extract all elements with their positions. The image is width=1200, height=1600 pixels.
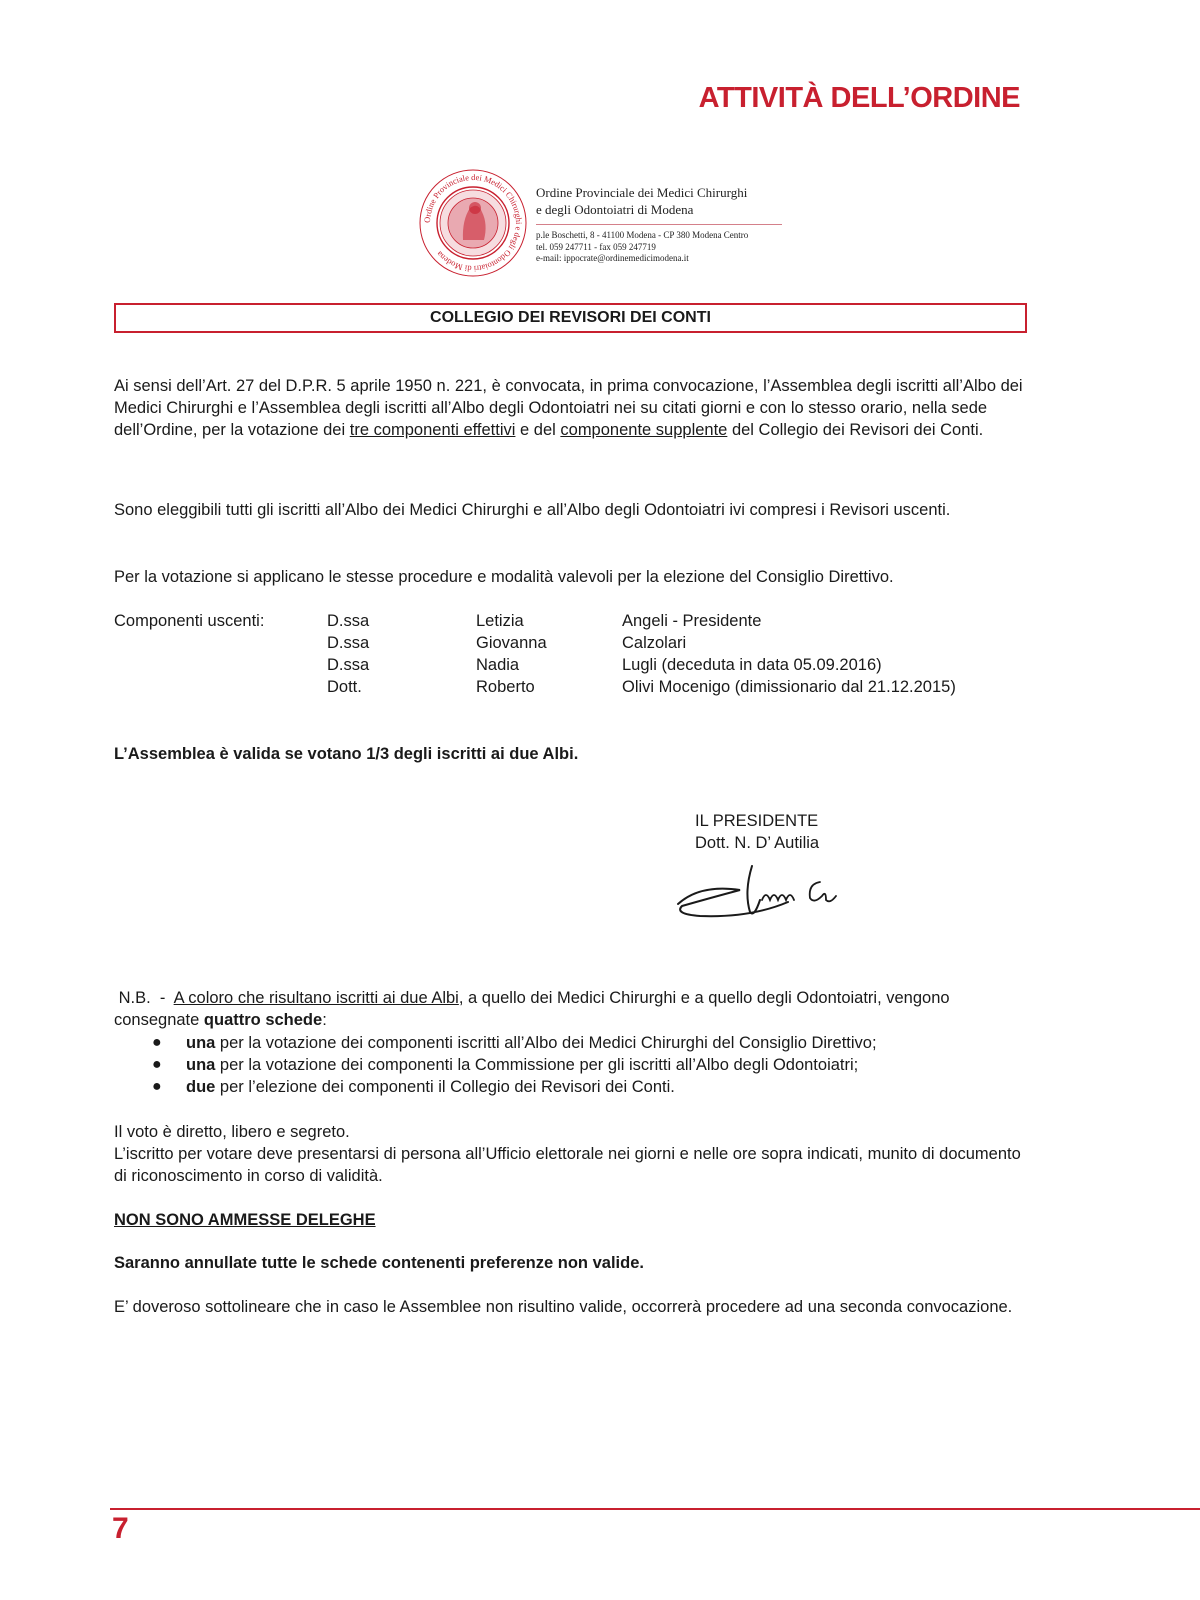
ballot-count: una [186,1034,216,1052]
member-first-name: Letizia [476,612,524,630]
president-block [695,810,819,854]
nb-prefix: N.B. - [114,989,174,1007]
footer-divider [110,1508,1200,1510]
member-title: D.ssa [327,612,370,630]
quorum-statement: L’Assemblea è valida se votano 1/3 degli iscritti ai due Albi. [114,745,579,763]
member-title: D.ssa [327,634,370,652]
vote-paragraph [114,1121,1030,1187]
letterhead-divider [536,224,782,225]
member-last-name: Lugli (deceduta in data 05.09.2016) [622,656,882,674]
outgoing-member-row [114,676,1014,698]
outgoing-members-table [114,610,1014,698]
ballot-item [150,1054,877,1076]
vote-line: Il voto è diretto, libero e segreto. [114,1123,350,1141]
member-title: D.ssa [327,656,370,674]
bullet-icon: ● [152,1056,162,1073]
eligibility-paragraph: Sono eleggibili tutti gli iscritti all’Albo dei Medici Chirurghi e all’Albo degli Odontoiatri ivi compresi i Revisori uscenti. [114,501,951,519]
outgoing-label: Componenti uscenti: [114,612,265,630]
intro-text: Ai sensi dell’Art. 27 del D.P.R. 5 aprile 1950 n. 221, è convocata, in prima convocazione, l’Assemblea degli iscritti all’Albo dei Medici Chirurghi e l’Assemblea degli iscritti all’Albo degli Odontoiatri nei su citati giorni e con lo stesso orario, nella sede dell’Ordine, per la votazione dei [114,377,1023,439]
nb-text: , a quello dei Medici Chirurghi e a quello degli Odontoiatri, vengono consegnate [114,989,950,1029]
letterhead-name: e degli Odontoiatri di Modena [536,202,694,217]
president-signature [670,860,870,930]
outgoing-member-row [114,632,1014,654]
annulled-notice: Saranno annullate tutte le schede contenenti preferenze non valide. [114,1254,644,1272]
page-number: 7 [112,1512,129,1545]
bullet-icon: ● [152,1034,162,1051]
ballot-count: una [186,1056,216,1074]
intro-underlined-supplente: componente supplente [560,421,728,439]
document-title: COLLEGIO DEI REVISORI DEI CONTI [430,309,711,326]
procedures-paragraph: Per la votazione si applicano le stesse procedure e modalità valevoli per la elezione del Consiglio Direttivo. [114,568,894,586]
president-label: IL PRESIDENTE [695,812,819,830]
president-name: Dott. N. D’ Autilia [695,834,820,852]
bullet-icon: ● [152,1078,162,1095]
letterhead [418,168,798,280]
member-last-name: Olivi Mocenigo (dimissionario dal 21.12.2015) [622,678,956,696]
outgoing-member-row [114,654,1014,676]
nb-colon: : [322,1011,327,1029]
svg-text:Ordine Provinciale dei Medici: Ordine Provinciale dei Medici Chirurghi e degli Odontoiatri di Modena [422,172,524,274]
order-seal-logo [418,168,528,278]
member-title: Dott. [327,678,362,696]
letterhead-address: p.le Boschetti, 8 - 41100 Modena - CP 380 Modena Centro [536,230,749,240]
ballot-count: due [186,1078,216,1096]
ballot-item [150,1076,877,1098]
ballot-text: per l’elezione dei componenti il Collegio dei Revisori dei Conti. [215,1078,675,1096]
ballot-text: per la votazione dei componenti la Commissione per gli iscritti all’Albo degli Odontoiatri; [215,1056,859,1074]
ballot-list [150,1032,877,1098]
member-last-name: Angeli - Presidente [622,612,762,630]
member-first-name: Giovanna [476,634,547,652]
second-call-paragraph: E’ doveroso sottolineare che in caso le Assemblee non risultino valide, occorrerà procedere ad una seconda convocazione. [114,1298,1013,1316]
intro-text: del Collegio dei Revisori dei Conti. [727,421,984,439]
outgoing-member-row [114,610,1014,632]
intro-text: e del [515,421,561,439]
ballot-item [150,1032,877,1054]
member-first-name: Roberto [476,678,535,696]
section-title: ATTIVITÀ DELL’ORDINE [698,82,1020,114]
member-last-name: Calzolari [622,634,687,652]
letterhead-phone: tel. 059 247711 - fax 059 247719 [536,241,656,252]
document-title-box [114,303,1027,333]
letterhead-email: e-mail: ippocrate@ordinemedicimodena.it [536,253,689,263]
nb-underlined: A coloro che risultano iscritti ai due Albi [173,989,459,1007]
nb-bold: quattro schede [203,1011,323,1029]
intro-paragraph [114,375,1030,441]
no-proxies-notice: NON SONO AMMESSE DELEGHE [114,1211,376,1229]
nb-paragraph [114,987,1030,1031]
letterhead-name: Ordine Provinciale dei Medici Chirurghi [536,185,748,200]
ballot-text: per la votazione dei componenti iscritti all’Albo dei Medici Chirurghi del Consiglio Direttivo; [215,1034,877,1052]
member-first-name: Nadia [476,656,520,674]
intro-underlined-effective: tre componenti effettivi [349,421,516,439]
vote-line: L’iscritto per votare deve presentarsi di persona all’Ufficio elettorale nei giorni e nelle ore sopra indicati, munito di documento di riconoscimento in corso di validità. [114,1145,1021,1185]
